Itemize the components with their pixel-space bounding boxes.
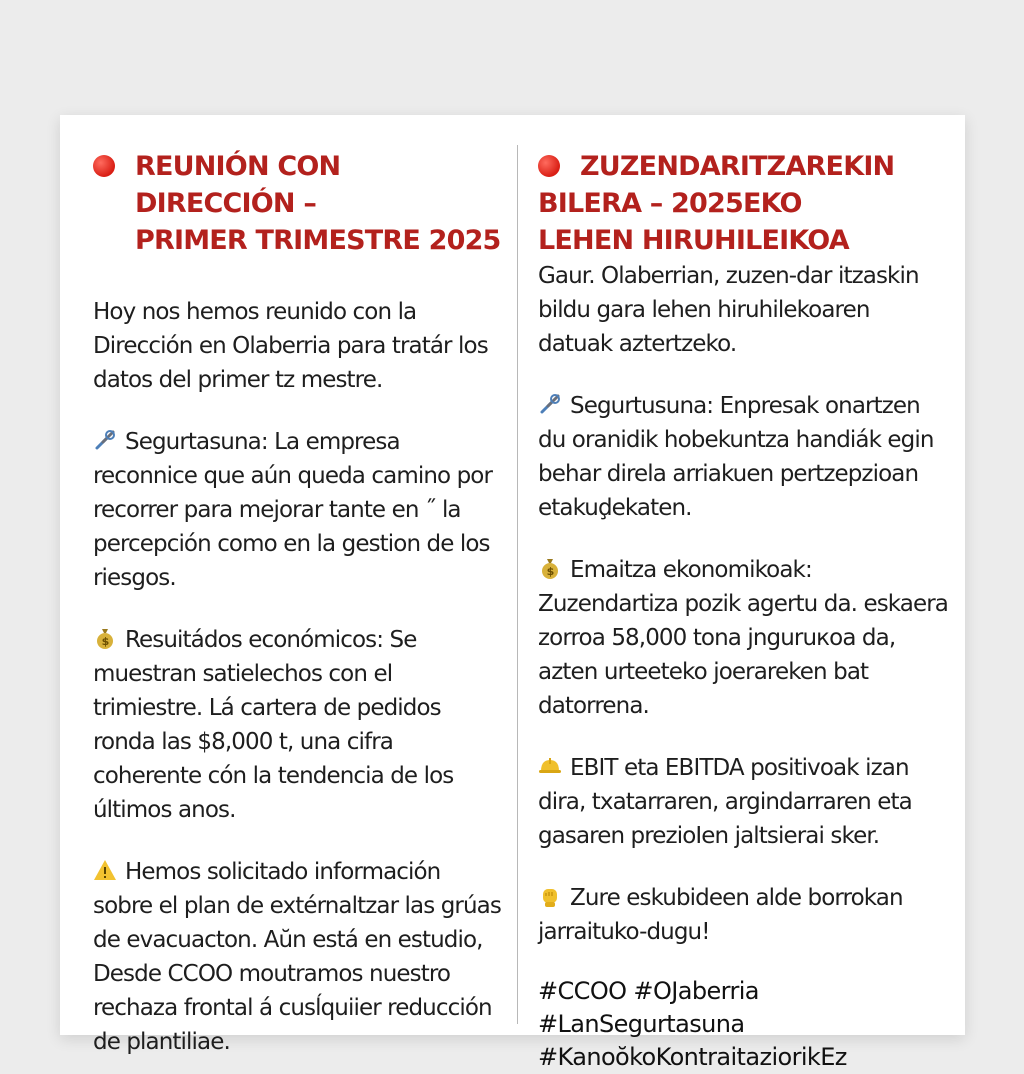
basque-ebit-item [538, 751, 950, 853]
hashtags [538, 975, 950, 1074]
basque-ebit-text: EBIT eta EBITDA positivoak izan dira, txatarraren, argindarraren eta gasaren prezioIen jaltsierai sker. [538, 755, 912, 849]
tools-icon [538, 392, 562, 416]
red-circle-icon [538, 155, 560, 177]
spanish-cranes-text: Hemos solicitado información sobre el plan de extérnaltzar las grúas de evacuacton. Aŭn está en estudio, Desde CCOO moutramos nuestro rechaza frontal á cusĺquiier reducción de plantiliae. [93, 859, 501, 1055]
basque-economic-text: Emaitza ekonomikoak: Zuzendartiza pozik agertu da. eskaera zorroa 58,000 tona jnguruкoa da, azten urteeteko joerareken bat datorrena. [538, 557, 949, 719]
basque-rights-item [538, 881, 950, 949]
red-circle-icon [93, 155, 115, 177]
spanish-column [93, 148, 505, 1059]
basque-title-line2: BILERA – 2025EKO [538, 188, 802, 219]
spanish-title-line2: PRIMER TRIMESTRE 2025 [135, 225, 501, 256]
money-bag-icon [93, 626, 117, 650]
basque-title-rest [538, 185, 950, 259]
svg-text:$: $ [546, 565, 554, 578]
basque-column [538, 148, 950, 1074]
basque-title [538, 148, 950, 185]
warning-icon [93, 858, 117, 882]
money-bag-icon [538, 556, 562, 580]
basque-title-line3: LEHEN HIRUHILEIKOA [538, 225, 849, 256]
spanish-cranes-item [93, 855, 505, 1059]
spanish-economic-item [93, 623, 505, 827]
hashtag-line: #CCOO #OJaberria [538, 977, 759, 1005]
spanish-safety-text: Segurtasuna: La empresa reconnice que aún queda camino por recorrer para mejorar tante en ˝ la percepción como en la gestion de los riesgos. [93, 429, 493, 591]
hashtag-line: #LanSegurtasuna [538, 1010, 745, 1038]
svg-text:$: $ [101, 635, 109, 648]
spanish-intro: Hoy nos hemos reunido con la Dirección en Olaberria para tratár los datos del primer tz mestre. [93, 299, 488, 393]
basque-economic-item [538, 553, 950, 723]
tools-icon [93, 428, 117, 452]
fist-icon [538, 884, 562, 908]
basque-safety-item [538, 389, 950, 525]
helmet-icon [538, 754, 562, 778]
column-divider [517, 145, 518, 1024]
basque-rights-text: Zure eskubideen alde borrokan jarraituko-dugu! [538, 885, 903, 945]
basque-safety-text: Segurtusuna: Enpresak onartzen du oranidik hobekuntza handiák egin behar direla arriakuen pertzepzioan etakuḑekaten. [538, 393, 934, 521]
basque-intro: Gaur. Olaberrian, zuzen-dar itzaskin bildu gara lehen hiruhilekoaren datuak aztertzeko. [538, 263, 919, 357]
spanish-title [93, 148, 505, 259]
hashtag-line: #KanoŏkoKontraitaziorikEz [538, 1043, 847, 1071]
spanish-safety-item [93, 425, 505, 595]
spanish-economic-text: Resuitádos económicos: Se muestran satielechos con el trimiestre. Lá cartera de pedidos ronda las $8,000 t, una cifra coherente cón la tendencia de los últimos anos. [93, 627, 454, 823]
spanish-title-line1: REUNIÓN CON DIRECCIÓN – [135, 151, 341, 219]
basque-title-line1: ZUZENDARITZAREKIN [580, 151, 895, 182]
